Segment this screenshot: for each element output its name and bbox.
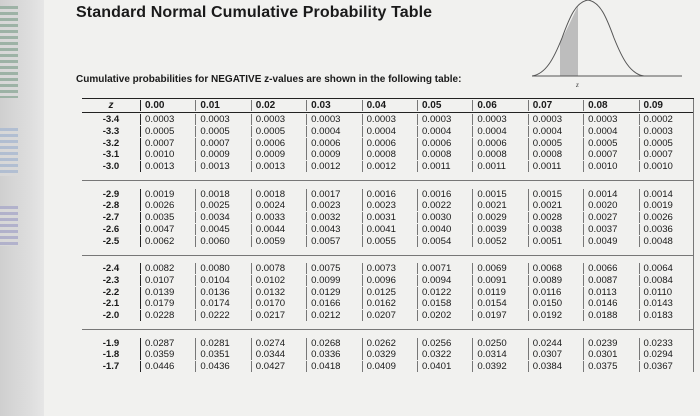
table-row bbox=[82, 235, 694, 247]
table-row bbox=[82, 137, 694, 149]
table-row bbox=[82, 263, 694, 275]
probability-cell: 0.0212 bbox=[306, 310, 361, 321]
probability-cell: 0.0188 bbox=[583, 310, 638, 321]
probability-cell: 0.0036 bbox=[639, 224, 694, 235]
probability-cell: 0.0022 bbox=[417, 200, 472, 211]
probability-cell: 0.0037 bbox=[583, 224, 638, 235]
probability-cell: 0.0023 bbox=[362, 200, 417, 211]
probability-cell: 0.0062 bbox=[140, 236, 195, 247]
probability-cell: 0.0392 bbox=[472, 361, 527, 372]
probability-cell: 0.0262 bbox=[362, 338, 417, 349]
probability-cell: 0.0030 bbox=[417, 212, 472, 223]
probability-cell: 0.0089 bbox=[528, 275, 583, 286]
probability-cell: 0.0197 bbox=[472, 310, 527, 321]
probability-cell: 0.0007 bbox=[583, 149, 638, 160]
column-header: 0.08 bbox=[583, 100, 638, 111]
table-row bbox=[82, 126, 694, 138]
table-row bbox=[82, 298, 694, 310]
z-value-cell: -1.8 bbox=[102, 349, 120, 361]
table-row bbox=[82, 212, 694, 224]
probability-cell: 0.0301 bbox=[583, 349, 638, 360]
table-row bbox=[82, 310, 694, 322]
probability-cell: 0.0006 bbox=[362, 138, 417, 149]
bell-curve-line bbox=[532, 0, 644, 76]
probability-cell: 0.0307 bbox=[528, 349, 583, 360]
probability-cell: 0.0008 bbox=[472, 149, 527, 160]
probability-cell: 0.0104 bbox=[195, 275, 250, 286]
probability-cell: 0.0013 bbox=[195, 161, 250, 172]
z-value-cell: -2.7 bbox=[102, 212, 120, 224]
table-row bbox=[82, 286, 694, 298]
probability-cell: 0.0027 bbox=[583, 212, 638, 223]
probability-cell: 0.0008 bbox=[417, 149, 472, 160]
probability-cell: 0.0032 bbox=[306, 212, 361, 223]
shaded-left-tail bbox=[560, 0, 578, 76]
probability-cell: 0.0008 bbox=[528, 149, 583, 160]
probability-cell: 0.0016 bbox=[362, 189, 417, 200]
column-header: 0.03 bbox=[306, 100, 361, 111]
probability-cell: 0.0025 bbox=[195, 200, 250, 211]
probability-cell: 0.0006 bbox=[472, 138, 527, 149]
probability-cell: 0.0322 bbox=[417, 349, 472, 360]
probability-cell: 0.0170 bbox=[251, 298, 306, 309]
table-row bbox=[82, 275, 694, 287]
probability-cell: 0.0119 bbox=[472, 287, 527, 298]
z-value-cell: -1.9 bbox=[102, 337, 120, 349]
probability-cell: 0.0244 bbox=[528, 338, 583, 349]
probability-cell: 0.0006 bbox=[417, 138, 472, 149]
probability-cell: 0.0174 bbox=[195, 298, 250, 309]
probability-cell: 0.0075 bbox=[306, 263, 361, 274]
table-row bbox=[82, 224, 694, 236]
probability-cell: 0.0007 bbox=[195, 138, 250, 149]
probability-cell: 0.0004 bbox=[472, 126, 527, 137]
probability-cell: 0.0012 bbox=[362, 161, 417, 172]
probability-cell: 0.0375 bbox=[583, 361, 638, 372]
column-header: 0.02 bbox=[251, 100, 306, 111]
probability-cell: 0.0143 bbox=[639, 298, 694, 309]
probability-cell: 0.0069 bbox=[472, 263, 527, 274]
z-value-cell: -2.1 bbox=[102, 298, 120, 310]
probability-cell: 0.0009 bbox=[306, 149, 361, 160]
probability-cell: 0.0045 bbox=[195, 224, 250, 235]
probability-cell: 0.0003 bbox=[251, 114, 306, 125]
background-window-fragment bbox=[0, 6, 18, 98]
table-row bbox=[82, 349, 694, 361]
probability-cell: 0.0329 bbox=[362, 349, 417, 360]
z-value-cell: -3.4 bbox=[102, 114, 120, 126]
probability-cell: 0.0010 bbox=[140, 149, 195, 160]
probability-cell: 0.0016 bbox=[417, 189, 472, 200]
probability-cell: 0.0281 bbox=[195, 338, 250, 349]
z-value-cell: -2.2 bbox=[102, 286, 120, 298]
header-z-label: z bbox=[108, 100, 114, 111]
column-header: 0.06 bbox=[472, 100, 527, 111]
probability-cell: 0.0005 bbox=[583, 138, 638, 149]
z-value-cell: -3.1 bbox=[102, 149, 120, 161]
probability-cell: 0.0003 bbox=[639, 126, 694, 137]
probability-cell: 0.0011 bbox=[472, 161, 527, 172]
probability-cell: 0.0054 bbox=[417, 236, 472, 247]
probability-cell: 0.0367 bbox=[639, 361, 694, 372]
probability-cell: 0.0010 bbox=[639, 161, 694, 172]
probability-cell: 0.0136 bbox=[195, 287, 250, 298]
probability-cell: 0.0013 bbox=[251, 161, 306, 172]
probability-cell: 0.0351 bbox=[195, 349, 250, 360]
probability-cell: 0.0233 bbox=[639, 338, 694, 349]
probability-cell: 0.0336 bbox=[306, 349, 361, 360]
probability-cell: 0.0021 bbox=[528, 200, 583, 211]
probability-cell: 0.0018 bbox=[251, 189, 306, 200]
probability-cell: 0.0158 bbox=[417, 298, 472, 309]
probability-cell: 0.0004 bbox=[528, 126, 583, 137]
probability-cell: 0.0427 bbox=[251, 361, 306, 372]
probability-cell: 0.0116 bbox=[528, 287, 583, 298]
probability-cell: 0.0010 bbox=[583, 161, 638, 172]
probability-cell: 0.0055 bbox=[362, 236, 417, 247]
probability-cell: 0.0031 bbox=[362, 212, 417, 223]
column-header: 0.09 bbox=[639, 100, 694, 111]
z-value-cell: -2.9 bbox=[102, 188, 120, 200]
probability-cell: 0.0039 bbox=[472, 224, 527, 235]
probability-cell: 0.0003 bbox=[306, 114, 361, 125]
probability-cell: 0.0015 bbox=[528, 189, 583, 200]
probability-cell: 0.0409 bbox=[362, 361, 417, 372]
probability-cell: 0.0436 bbox=[195, 361, 250, 372]
table-header-row bbox=[82, 99, 694, 113]
probability-cell: 0.0047 bbox=[140, 224, 195, 235]
probability-cell: 0.0154 bbox=[472, 298, 527, 309]
probability-cell: 0.0064 bbox=[639, 263, 694, 274]
probability-cell: 0.0014 bbox=[639, 189, 694, 200]
probability-cell: 0.0034 bbox=[195, 212, 250, 223]
probability-cell: 0.0040 bbox=[417, 224, 472, 235]
probability-cell: 0.0146 bbox=[583, 298, 638, 309]
probability-cell: 0.0084 bbox=[639, 275, 694, 286]
page-title: Standard Normal Cumulative Probability Table bbox=[76, 4, 433, 21]
table-row bbox=[82, 361, 694, 373]
probability-cell: 0.0418 bbox=[306, 361, 361, 372]
row-group bbox=[82, 330, 694, 372]
probability-cell: 0.0002 bbox=[639, 114, 694, 125]
probability-cell: 0.0287 bbox=[140, 338, 195, 349]
row-group bbox=[82, 113, 694, 181]
probability-cell: 0.0038 bbox=[528, 224, 583, 235]
probability-cell: 0.0003 bbox=[583, 114, 638, 125]
probability-cell: 0.0446 bbox=[140, 361, 195, 372]
probability-cell: 0.0096 bbox=[362, 275, 417, 286]
probability-cell: 0.0228 bbox=[140, 310, 195, 321]
probability-cell: 0.0099 bbox=[306, 275, 361, 286]
column-header: 0.04 bbox=[362, 100, 417, 111]
probability-cell: 0.0239 bbox=[583, 338, 638, 349]
z-value-cell: -2.6 bbox=[102, 223, 120, 235]
probability-cell: 0.0256 bbox=[417, 338, 472, 349]
normal-curve-figure bbox=[532, 0, 682, 92]
probability-cell: 0.0019 bbox=[140, 189, 195, 200]
probability-cell: 0.0044 bbox=[251, 224, 306, 235]
probability-cell: 0.0004 bbox=[417, 126, 472, 137]
probability-cell: 0.0033 bbox=[251, 212, 306, 223]
probability-cell: 0.0094 bbox=[417, 275, 472, 286]
probability-cell: 0.0139 bbox=[140, 287, 195, 298]
probability-cell: 0.0023 bbox=[306, 200, 361, 211]
probability-cell: 0.0113 bbox=[583, 287, 638, 298]
document-page bbox=[44, 0, 700, 416]
probability-cell: 0.0035 bbox=[140, 212, 195, 223]
probability-cell: 0.0015 bbox=[472, 189, 527, 200]
row-group bbox=[82, 181, 694, 255]
column-header: 0.01 bbox=[195, 100, 250, 111]
probability-cell: 0.0066 bbox=[583, 263, 638, 274]
background-window-fragment bbox=[0, 206, 18, 246]
probability-cell: 0.0003 bbox=[195, 114, 250, 125]
probability-cell: 0.0274 bbox=[251, 338, 306, 349]
column-header: 0.05 bbox=[417, 100, 472, 111]
probability-cell: 0.0125 bbox=[362, 287, 417, 298]
probability-cell: 0.0080 bbox=[195, 263, 250, 274]
probability-cell: 0.0003 bbox=[417, 114, 472, 125]
probability-cell: 0.0014 bbox=[583, 189, 638, 200]
probability-cell: 0.0048 bbox=[639, 236, 694, 247]
probability-cell: 0.0073 bbox=[362, 263, 417, 274]
probability-cell: 0.0003 bbox=[472, 114, 527, 125]
probability-cell: 0.0059 bbox=[251, 236, 306, 247]
probability-cell: 0.0006 bbox=[251, 138, 306, 149]
probability-cell: 0.0012 bbox=[306, 161, 361, 172]
probability-cell: 0.0192 bbox=[528, 310, 583, 321]
probability-cell: 0.0202 bbox=[417, 310, 472, 321]
probability-cell: 0.0183 bbox=[639, 310, 694, 321]
z-value-cell: -2.8 bbox=[102, 200, 120, 212]
z-value-cell: -3.3 bbox=[102, 126, 120, 138]
probability-cell: 0.0003 bbox=[140, 114, 195, 125]
probability-cell: 0.0207 bbox=[362, 310, 417, 321]
probability-cell: 0.0166 bbox=[306, 298, 361, 309]
column-header: 0.07 bbox=[528, 100, 583, 111]
table-row bbox=[82, 114, 694, 126]
table-caption: Cumulative probabilities for NEGATIVE z-values are shown in the following table: bbox=[76, 74, 462, 85]
probability-cell: 0.0122 bbox=[417, 287, 472, 298]
probability-cell: 0.0005 bbox=[639, 138, 694, 149]
probability-cell: 0.0222 bbox=[195, 310, 250, 321]
probability-cell: 0.0102 bbox=[251, 275, 306, 286]
probability-cell: 0.0003 bbox=[528, 114, 583, 125]
probability-cell: 0.0129 bbox=[306, 287, 361, 298]
table-row bbox=[82, 337, 694, 349]
probability-cell: 0.0026 bbox=[140, 200, 195, 211]
column-header: 0.00 bbox=[140, 100, 195, 111]
z-value-cell: -2.3 bbox=[102, 274, 120, 286]
probability-cell: 0.0021 bbox=[472, 200, 527, 211]
probability-cell: 0.0005 bbox=[528, 138, 583, 149]
z-table bbox=[82, 98, 694, 372]
probability-cell: 0.0004 bbox=[583, 126, 638, 137]
probability-cell: 0.0011 bbox=[528, 161, 583, 172]
probability-cell: 0.0028 bbox=[528, 212, 583, 223]
probability-cell: 0.0049 bbox=[583, 236, 638, 247]
probability-cell: 0.0008 bbox=[362, 149, 417, 160]
z-value-cell: -2.0 bbox=[102, 309, 120, 321]
probability-cell: 0.0132 bbox=[251, 287, 306, 298]
probability-cell: 0.0005 bbox=[195, 126, 250, 137]
probability-cell: 0.0071 bbox=[417, 263, 472, 274]
probability-cell: 0.0020 bbox=[583, 200, 638, 211]
z-value-cell: -2.4 bbox=[102, 263, 120, 275]
probability-cell: 0.0091 bbox=[472, 275, 527, 286]
probability-cell: 0.0009 bbox=[251, 149, 306, 160]
z-value-cell: -1.7 bbox=[102, 361, 120, 373]
probability-cell: 0.0004 bbox=[362, 126, 417, 137]
background-window-fragment bbox=[0, 128, 18, 176]
probability-cell: 0.0051 bbox=[528, 236, 583, 247]
probability-cell: 0.0009 bbox=[195, 149, 250, 160]
probability-cell: 0.0029 bbox=[472, 212, 527, 223]
probability-cell: 0.0043 bbox=[306, 224, 361, 235]
probability-cell: 0.0006 bbox=[306, 138, 361, 149]
probability-cell: 0.0401 bbox=[417, 361, 472, 372]
probability-cell: 0.0384 bbox=[528, 361, 583, 372]
probability-cell: 0.0052 bbox=[472, 236, 527, 247]
probability-cell: 0.0250 bbox=[472, 338, 527, 349]
probability-cell: 0.0107 bbox=[140, 275, 195, 286]
probability-cell: 0.0068 bbox=[528, 263, 583, 274]
probability-cell: 0.0162 bbox=[362, 298, 417, 309]
probability-cell: 0.0078 bbox=[251, 263, 306, 274]
z-marker-label: z bbox=[576, 81, 579, 89]
probability-cell: 0.0007 bbox=[639, 149, 694, 160]
probability-cell: 0.0057 bbox=[306, 236, 361, 247]
probability-cell: 0.0041 bbox=[362, 224, 417, 235]
probability-cell: 0.0082 bbox=[140, 263, 195, 274]
probability-cell: 0.0005 bbox=[251, 126, 306, 137]
probability-cell: 0.0017 bbox=[306, 189, 361, 200]
probability-cell: 0.0314 bbox=[472, 349, 527, 360]
probability-cell: 0.0217 bbox=[251, 310, 306, 321]
probability-cell: 0.0268 bbox=[306, 338, 361, 349]
row-group bbox=[82, 256, 694, 330]
probability-cell: 0.0018 bbox=[195, 189, 250, 200]
probability-cell: 0.0294 bbox=[639, 349, 694, 360]
table-row bbox=[82, 149, 694, 161]
probability-cell: 0.0024 bbox=[251, 200, 306, 211]
z-value-cell: -3.2 bbox=[102, 137, 120, 149]
table-row bbox=[82, 188, 694, 200]
z-value-cell: -2.5 bbox=[102, 235, 120, 247]
probability-cell: 0.0087 bbox=[583, 275, 638, 286]
z-value-cell: -3.0 bbox=[102, 161, 120, 173]
table-row bbox=[82, 200, 694, 212]
probability-cell: 0.0344 bbox=[251, 349, 306, 360]
probability-cell: 0.0179 bbox=[140, 298, 195, 309]
probability-cell: 0.0005 bbox=[140, 126, 195, 137]
probability-cell: 0.0110 bbox=[639, 287, 694, 298]
probability-cell: 0.0150 bbox=[528, 298, 583, 309]
probability-cell: 0.0060 bbox=[195, 236, 250, 247]
background-window-strip bbox=[0, 0, 44, 416]
probability-cell: 0.0007 bbox=[140, 138, 195, 149]
probability-cell: 0.0013 bbox=[140, 161, 195, 172]
probability-cell: 0.0011 bbox=[417, 161, 472, 172]
table-row bbox=[82, 161, 694, 173]
probability-cell: 0.0026 bbox=[639, 212, 694, 223]
probability-cell: 0.0359 bbox=[140, 349, 195, 360]
probability-cell: 0.0004 bbox=[306, 126, 361, 137]
probability-cell: 0.0019 bbox=[639, 200, 694, 211]
probability-cell: 0.0003 bbox=[362, 114, 417, 125]
